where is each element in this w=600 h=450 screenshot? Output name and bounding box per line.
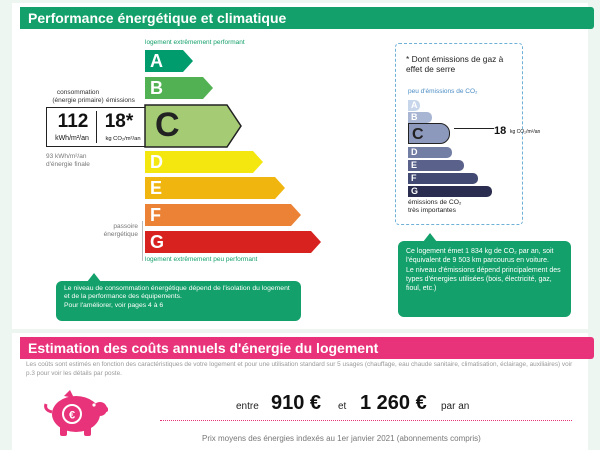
emissions-value: 18*: [104, 111, 134, 132]
ges-value: [454, 128, 494, 129]
energy-class-a: [145, 50, 205, 72]
cost-footnote: Prix moyens des énergies indexés au 1er janvier 2021 (abonnements compris): [202, 434, 481, 443]
cost-description: Les coûts sont estimés en fonction des caractéristiques de votre logement et pour une utilisation standard sur 5 usages (chauffage, eau chaude sanitaire, climatisation, éclairage, auxiliaires) voir p.3 pour voir les détails par poste.: [26, 361, 573, 377]
ges-box: [395, 43, 541, 225]
energy-class-g: [145, 231, 333, 253]
consumption-box: [46, 107, 150, 147]
energy-class-f: [145, 204, 313, 226]
ges-title: * Dont émissions de gaz à effet de serre: [406, 54, 504, 74]
energy-callout: Le niveau de consommation énergétique dépend de l'isolation du logement et de la performance des équipements. Pour l'améliorer, voir pages 4 à 6: [56, 281, 301, 321]
bottom-performance-label: logement extrêmement peu performant: [145, 256, 258, 263]
performance-header: Performance énergétique et climatique: [20, 7, 594, 29]
passoire-label: passoire énergétique: [103, 223, 138, 238]
consumption-label: consommation (énergie primaire): [52, 89, 104, 104]
energy-class-d: [145, 151, 275, 173]
ges-top-label: peu d'émissions de CO₂: [408, 88, 478, 95]
energy-callout-pointer: [87, 273, 101, 282]
cost-header: Estimation des coûts annuels d'énergie du logement: [20, 337, 594, 359]
cost-and-label: et: [338, 401, 347, 412]
energy-class-letter: E: [150, 178, 163, 198]
energy-class-e: [145, 177, 297, 199]
cost-card: [12, 333, 588, 450]
emissions-label: émissions: [106, 97, 135, 104]
ges-callout: Ce logement émet 1 834 kg de CO₂ par an, soit l'équivalent de 9 503 km parcourus en voiture. Le niveau d'émissions dépend principalement des types d'énergies utilisées (bois, électricité, gaz, fioul, etc.): [398, 241, 571, 317]
emissions-unit: kg CO₂/m²/an: [105, 136, 141, 142]
top-performance-label: logement extrêmement performant: [145, 39, 245, 46]
energy-class-letter: G: [150, 232, 165, 252]
ges-class-a: A: [408, 100, 420, 111]
ges-class-g: G: [408, 186, 492, 197]
energy-class-letter: C: [155, 106, 180, 144]
passoire-line: [142, 221, 143, 261]
ges-class-f: F: [408, 173, 478, 184]
cost-divider: [160, 420, 572, 421]
consumption-value: 112: [57, 111, 89, 132]
cost-between-label: entre: [236, 401, 259, 412]
svg-text:€: €: [68, 409, 76, 422]
ges-unit: kg CO₂/m²/an: [510, 129, 541, 135]
cost-min-value: 910 €: [271, 392, 322, 414]
ges-class-b: B: [408, 112, 432, 123]
cost-per-year-label: par an: [441, 401, 470, 412]
energy-class-b: [145, 77, 225, 99]
ges-value-text: 18: [494, 125, 507, 137]
piggy-bank-icon: [42, 388, 110, 440]
consumption-unit: kWh/m²/an: [55, 135, 89, 142]
ges-bottom-label: émissions de CO₂ très importantes: [408, 199, 462, 214]
energy-class-letter: B: [150, 78, 163, 98]
ges-class-c: C: [408, 123, 450, 144]
energy-class-letter: D: [150, 152, 163, 172]
energy-class-letter: A: [150, 51, 163, 71]
cost-max-value: 1 260 €: [360, 392, 427, 414]
performance-card: [12, 3, 588, 329]
energy-class-letter: F: [150, 205, 161, 225]
ges-class-e: E: [408, 160, 464, 171]
energy-class-c: [145, 105, 253, 147]
final-energy-label: 93 kWh/m²/an d'énergie finale: [46, 153, 90, 168]
ges-class-d: D: [408, 147, 452, 158]
